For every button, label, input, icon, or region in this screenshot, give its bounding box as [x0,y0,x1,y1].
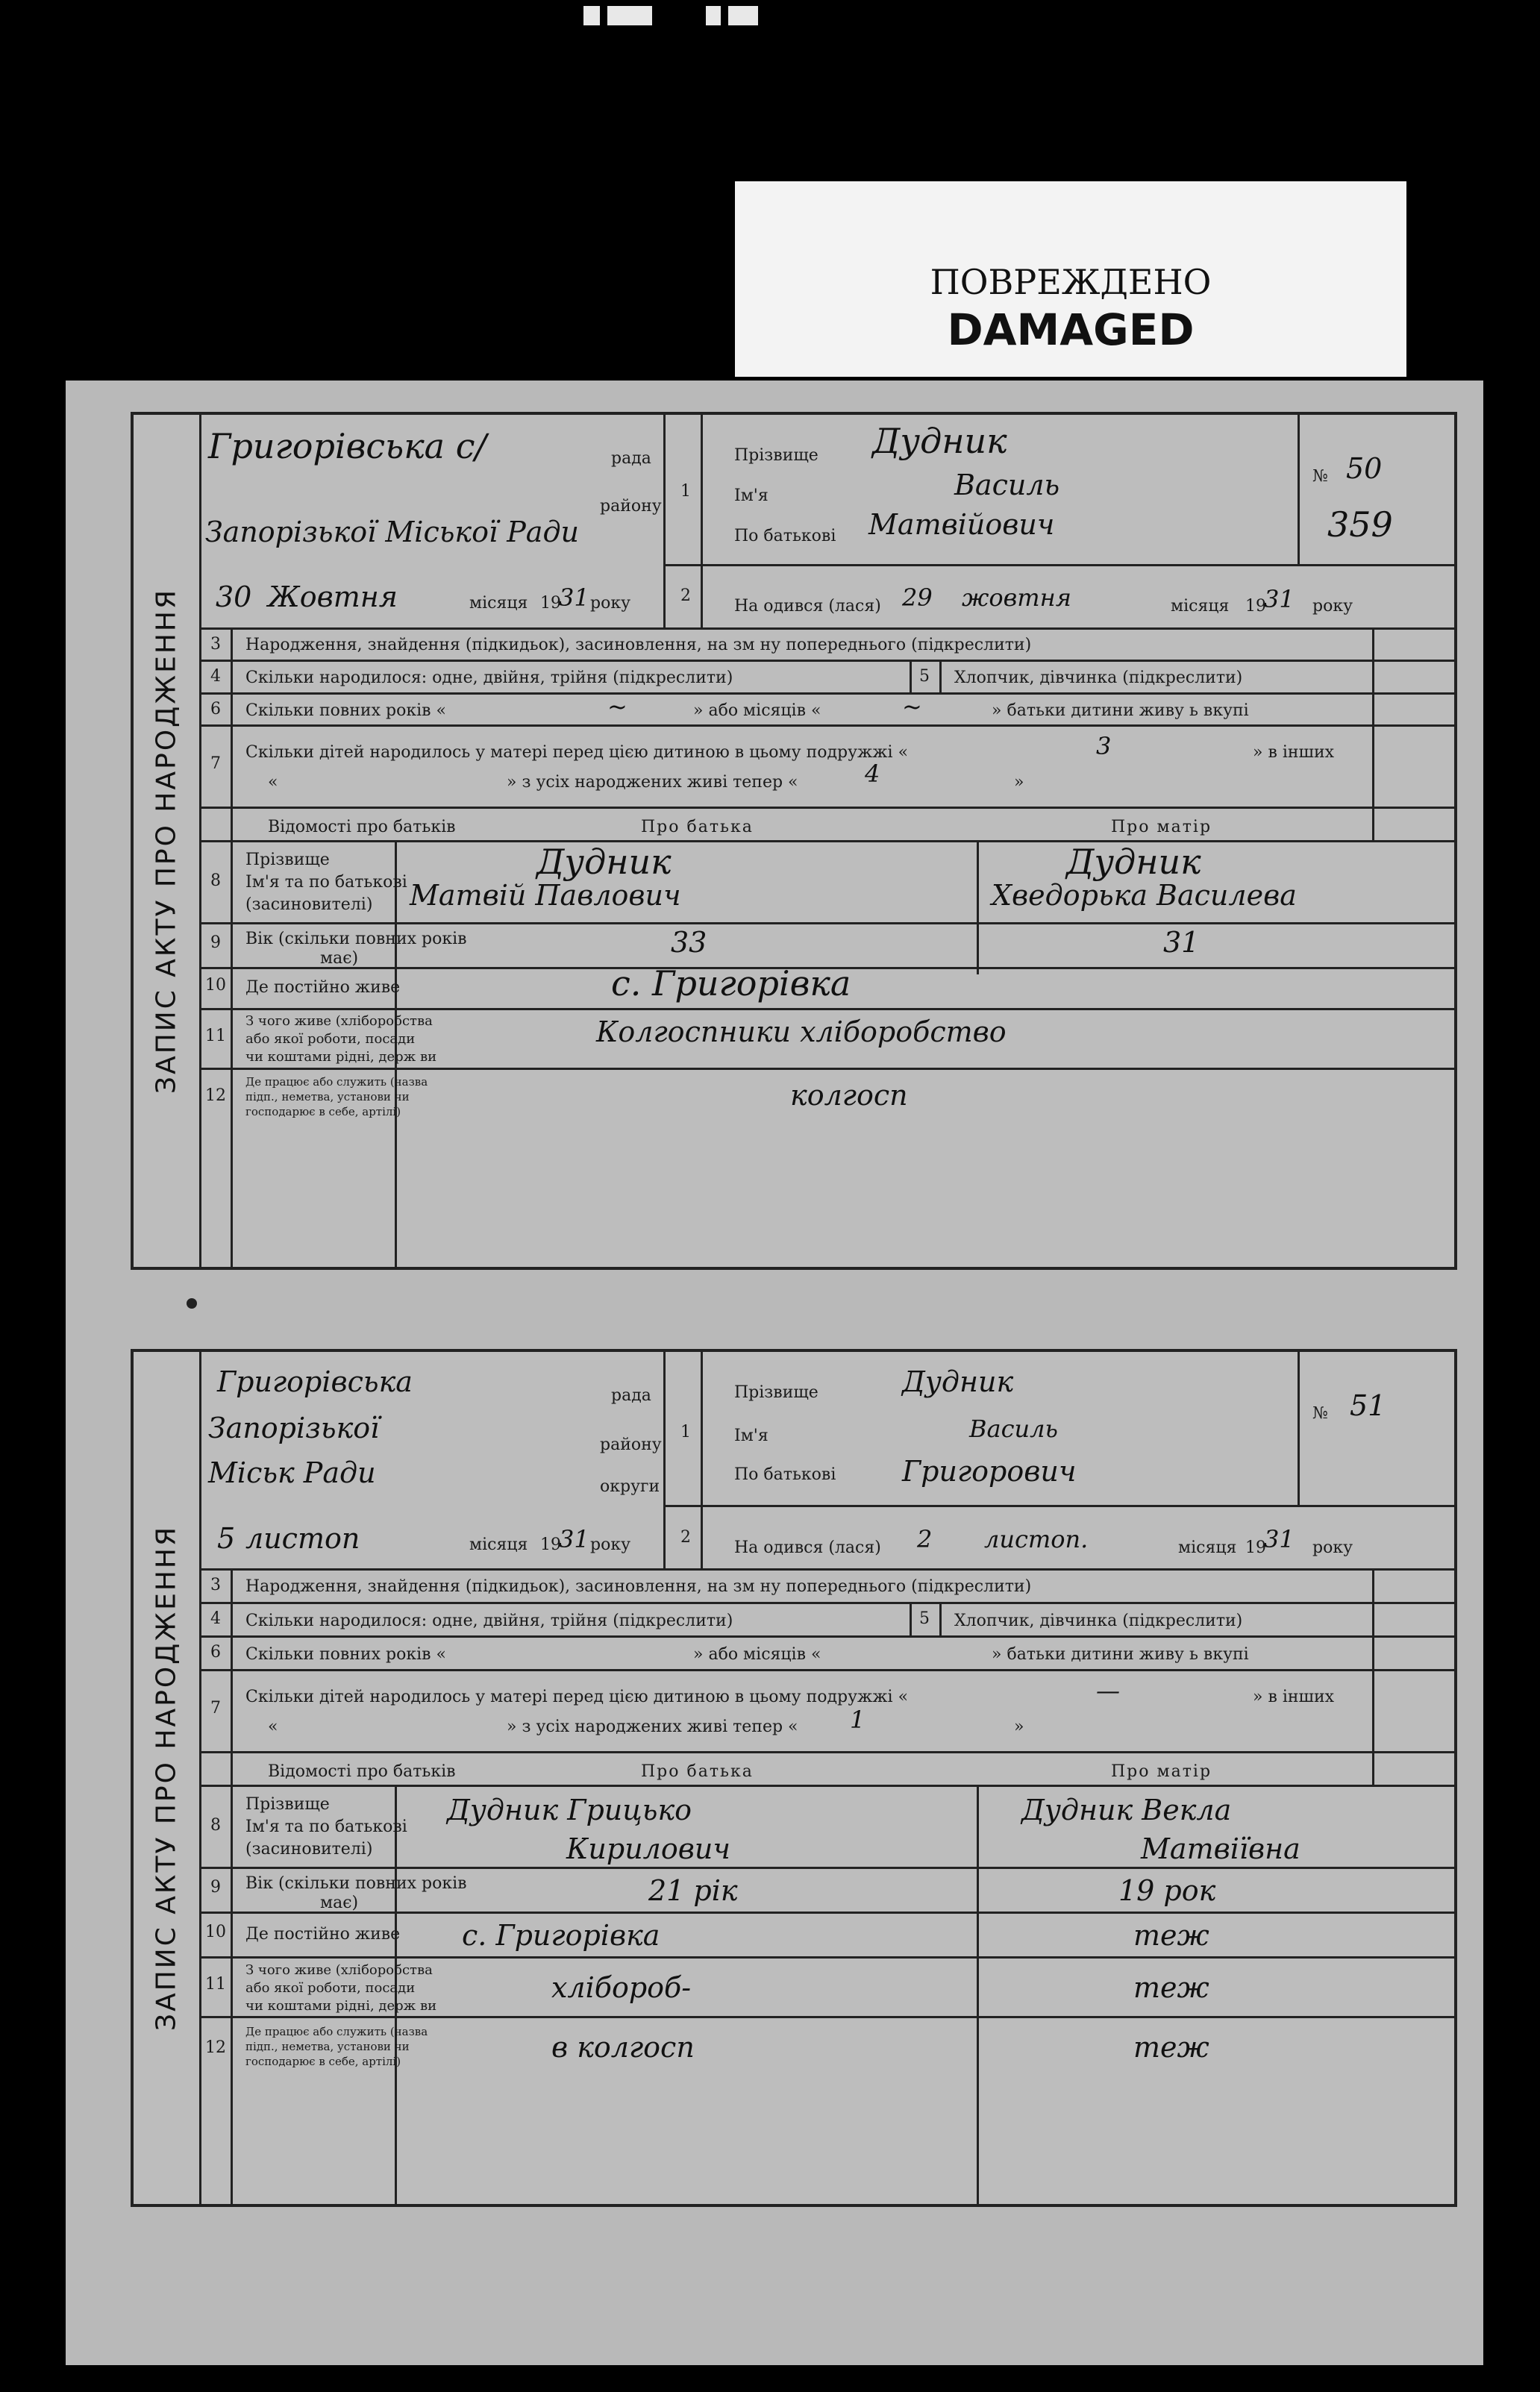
row-number: 9 [210,1878,221,1897]
hw-years: ~ [607,692,627,721]
row10-text: Де постійно живе [245,1925,401,1944]
row-number: 3 [210,1576,221,1594]
born-year-prefix: 19 [1245,1538,1266,1557]
row6-years: Скільки повних років « [245,701,446,720]
hw-name: Василь [969,1415,1058,1443]
row-number: 10 [205,1923,226,1941]
row11-line2: або якої роботи, посади [245,1031,416,1047]
row-number: 2 [680,586,691,605]
row5-text: Хлопчик, дівчинка (підкреслити) [954,669,1243,687]
row8-line1: Прізвище [245,851,330,869]
year-prefix: 19 [540,1535,561,1554]
born-year-suffix: року [1312,1538,1353,1557]
row-number: 7 [210,754,221,773]
row8-line2: Ім'я та по батькові [245,873,407,892]
hw-residence: с. Григорівка [611,963,851,1004]
row6-together: » батьки дитини живу ь вкупі [992,701,1249,720]
row12-line3: господарює в себе, артілі) [245,1105,401,1118]
hw-mother-name-1: Дудник Векла [1021,1794,1232,1826]
hw-born-year: 31 [1264,1525,1295,1553]
row7-close: » [1014,1718,1024,1736]
row6-months: » або місяців « [693,701,821,720]
year-prefix: 19 [540,594,561,613]
hw-mother-residence: теж [1133,1919,1209,1952]
hw-born-day: 2 [917,1525,933,1553]
row-number: 11 [205,1027,226,1045]
rada-label: рада [611,449,651,468]
row7-open: « [268,1718,278,1736]
hw-day: 5 [217,1522,236,1555]
punch-hole [187,1298,197,1309]
hw-born-month: жовтня [962,583,1071,612]
hw-children-before: 3 [1096,732,1112,760]
row-number: 8 [210,871,221,890]
hw-month: листоп [245,1522,360,1555]
hw-mother-age: 19 рок [1118,1874,1216,1907]
birth-record-2 [131,1349,1457,2207]
row7-other: » в інших [1253,743,1335,762]
row-number: 12 [205,1086,226,1105]
row11-line1: З чого живе (хліборобства [245,1962,433,1978]
stamp-text-ru: ПОВРЕЖДЕНО [930,262,1212,302]
year-suffix-label: року [590,1535,631,1554]
row9-line2: має) [320,1894,359,1912]
vertical-title: ЗАПИС АКТУ ПРО НАРОДЖЕННЯ [134,415,201,1267]
row-number: 4 [210,667,221,686]
hw-mother-work: теж [1133,2031,1209,2064]
stamp-text-en: DAMAGED [947,304,1195,355]
row10-text: Де постійно живе [245,978,401,997]
hw-mother-living: теж [1133,1971,1209,2004]
hw-number: 50 [1346,452,1383,485]
row11-line1: З чого живе (хліборобства [245,1013,433,1029]
row-number: 9 [210,933,221,952]
header-parents-info: Відомості про батьків [268,818,456,836]
surname-label: Прізвище [734,446,818,465]
row-number: 6 [210,1643,221,1662]
row7-other: » в інших [1253,1688,1335,1706]
hw-rayon: Запорізької Міської Ради [205,516,579,548]
hw-born-month: листоп. [984,1525,1089,1553]
hw-father-living: хлібороб- [551,1971,692,2004]
okrug-label: округи [600,1477,660,1496]
row-number: 5 [919,1609,930,1628]
row-number: 7 [210,1699,221,1718]
hw-born-year: 31 [1264,585,1295,613]
row11-line3: чи коштами рідні, держ ви [245,1998,437,2014]
row7-before: Скільки дітей народилось у матері перед цією дитиною в цьому подружжі « [245,1688,909,1706]
hw-father-residence: с. Григорівка [462,1919,660,1952]
hw-patronymic: Григорович [902,1455,1077,1488]
row12-line3: господарює в себе, артілі) [245,2055,401,2068]
hw-number: 51 [1350,1389,1386,1422]
header-mother: Про матір [1111,818,1212,836]
hw-alive: 4 [865,760,880,788]
header-mother: Про матір [1111,1762,1212,1781]
hw-surname: Дудник [872,421,1007,461]
hw-children-before: — [1096,1676,1120,1705]
row9-line1: Вік (скільки повних років [245,930,467,948]
hw-alive: 1 [850,1706,866,1734]
hw-months: ~ [902,692,922,721]
name-label: Ім'я [734,1427,769,1445]
row7-open: « [268,773,278,792]
row8-line3: (засиновителі) [245,1840,373,1859]
hw-father-surname: Дудник [536,842,672,882]
hw-rada: Григорівська с/ [208,426,486,466]
row12-line2: підп., неметва, установи чи [245,2040,410,2053]
month-label: місяця [469,594,528,613]
hw-mother-name-2: Матвіївна [1141,1832,1300,1865]
hw-surname: Дудник [902,1365,1014,1398]
hw-father-name: Матвій Павлович [410,879,681,912]
surname-label: Прізвище [734,1383,818,1402]
row9-line2: має) [320,949,359,968]
hw-living: Колгоспники хліборобство [596,1015,1007,1048]
hw-mother-surname: Дудник [1066,842,1201,882]
row-number: 5 [919,667,930,686]
top-film-mark [575,0,769,30]
hw-name: Василь [954,469,1060,501]
hw-father-age: 33 [671,926,707,959]
hw-day: 30 [216,580,252,613]
damaged-label [735,181,1406,377]
row9-line1: Вік (скільки повних років [245,1874,467,1893]
row3-text: Народження, знайдення (підкидьок), засиновлення, на зм ну попереднього (підкреслити) [245,636,1032,654]
hw-year: 31 [559,583,589,612]
row-number: 3 [210,635,221,654]
row11-line3: чи коштами рідні, держ ви [245,1049,437,1065]
hw-year: 31 [559,1525,589,1553]
hw-okrug: Міськ Ради [208,1456,376,1489]
header-father: Про батька [641,1762,754,1781]
hw-born-day: 29 [902,583,933,612]
header-father: Про батька [641,818,754,836]
hw-patronymic: Матвійович [868,508,1055,541]
patronymic-label: По батькові [734,527,836,545]
row5-text: Хлопчик, дівчинка (підкреслити) [954,1612,1243,1630]
hw-work: колгосп [790,1079,908,1112]
born-month-label: місяця [1171,597,1230,616]
row-number: 6 [210,700,221,718]
hw-father-work: в колгосп [551,2031,695,2064]
row7-close: » [1014,773,1024,792]
hw-father-name-2: Кирилович [566,1832,730,1865]
header-parents-info: Відомості про батьків [268,1762,456,1781]
row12-line1: Де працює або служить (назва [245,2025,428,2038]
hw-side-number: 359 [1327,504,1393,545]
row7-alive: » з усіх народжених живі тепер « [507,773,798,792]
hw-father-age: 21 рік [648,1874,738,1907]
row7-alive: » з усіх народжених живі тепер « [507,1718,798,1736]
row6-years: Скільки повних років « [245,1645,446,1664]
row3-text: Народження, знайдення (підкидьок), засиновлення, на зм ну попереднього (підкреслити) [245,1577,1032,1596]
rayon-label: району [600,1435,662,1454]
born-label: На одився (лася) [734,1538,881,1557]
birth-record-1 [131,412,1457,1270]
born-month-label: місяця [1178,1538,1237,1557]
hw-father-name-1: Дудник Грицько [447,1794,692,1826]
born-year-prefix: 19 [1245,597,1266,616]
row12-line2: підп., неметва, установи чи [245,1090,410,1103]
row-number: 4 [210,1609,221,1628]
row-number: 12 [205,2038,226,2057]
row6-together: » батьки дитини живу ь вкупі [992,1645,1249,1664]
hw-rada: Григорівська [217,1365,413,1398]
row4-text: Скільки народилося: одне, двійня, трійня (підкреслити) [245,1612,733,1630]
row8-line3: (засиновителі) [245,895,373,914]
row7-before: Скільки дітей народилось у матері перед цією дитиною в цьому подружжі « [245,743,909,762]
row12-line1: Де працює або служить (назва [245,1075,428,1089]
row8-line1: Прізвище [245,1795,330,1814]
rada-label: рада [611,1386,651,1405]
hw-mother-name: Хведорька Василева [992,879,1297,912]
vertical-title: ЗАПИС АКТУ ПРО НАРОДЖЕННЯ [134,1352,201,2204]
born-year-suffix: року [1312,597,1353,616]
row-number: 10 [205,976,226,995]
row11-line2: або якої роботи, посади [245,1980,416,1996]
hw-month: Жовтня [268,580,398,613]
name-label: Ім'я [734,486,769,505]
year-suffix-label: року [590,594,631,613]
row-number: 8 [210,1816,221,1835]
number-prefix: № [1312,467,1328,486]
row-number: 1 [680,482,691,501]
month-label: місяця [469,1535,528,1554]
row-number: 1 [680,1423,691,1441]
number-prefix: № [1312,1404,1328,1423]
rayon-label: району [600,497,662,516]
row6-months: » або місяців « [693,1645,821,1664]
hw-rayon: Запорізької [208,1412,380,1444]
hw-mother-age: 31 [1163,926,1200,959]
born-label: На одився (лася) [734,597,881,616]
row-number: 11 [205,1975,226,1994]
row4-text: Скільки народилося: одне, двійня, трійня (підкреслити) [245,669,733,687]
patronymic-label: По батькові [734,1465,836,1484]
row8-line2: Ім'я та по батькові [245,1818,407,1836]
row-number: 2 [680,1528,691,1547]
